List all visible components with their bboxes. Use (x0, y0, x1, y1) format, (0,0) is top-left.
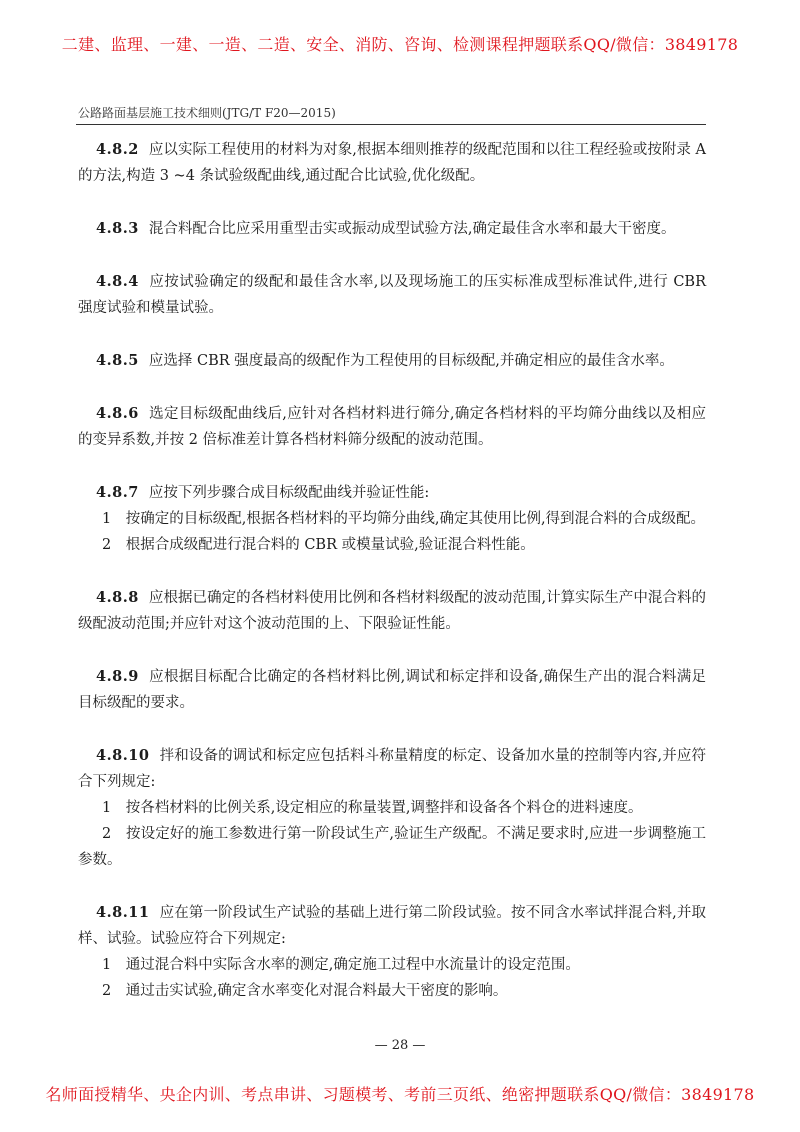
clause-text: 混合料配合比应采用重型击实或振动成型试验方法,确定最佳含水率和最大干密度。 (148, 221, 676, 237)
header-divider (76, 124, 706, 125)
clause-text: 应按下列步骤合成目标级配曲线并验证性能: (148, 485, 430, 501)
clause-number: 4.8.6 (96, 405, 139, 422)
list-item: 2 通过击实试验,确定含水率变化对混合料最大干密度的影响。 (102, 983, 508, 999)
clause-4-8-7 (78, 480, 706, 558)
clause-number: 4.8.2 (96, 141, 139, 158)
list-item: 2 根据合成级配进行混合料的 CBR 或模量试验,验证混合料性能。 (102, 537, 535, 553)
running-head: 公路路面基层施工技术细则(JTG/T F20—2015) (78, 106, 336, 120)
clause-4-8-3 (78, 216, 706, 242)
list-item: 1 按各档材料的比例关系,设定相应的称量装置,调整拌和设备各个料仓的进料速度。 (102, 800, 643, 816)
clause-4-8-2 (78, 137, 706, 189)
clause-number: 4.8.7 (96, 484, 139, 501)
clause-4-8-10 (78, 743, 706, 873)
clause-number: 4.8.3 (96, 220, 139, 237)
page-body (78, 137, 706, 1031)
clause-text: 应根据已确定的各档材料使用比例和各档材料级配的波动范围,计算实际生产中混合料的级配波动范围;并应针对这个波动范围的上、下限验证性能。 (78, 590, 706, 632)
clause-4-8-6 (78, 401, 706, 453)
clause-text: 拌和设备的调试和标定应包括料斗称量精度的标定、设备加水量的控制等内容,并应符合下列规定: (78, 748, 706, 790)
clause-4-8-9 (78, 664, 706, 716)
clause-4-8-8 (78, 585, 706, 637)
list-item: 2 按设定好的施工参数进行第一阶段试生产,验证生产级配。不满足要求时,应进一步调整施工参数。 (78, 826, 706, 868)
page-number: — 28 — (374, 1038, 426, 1053)
clause-text: 选定目标级配曲线后,应针对各档材料进行筛分,确定各档材料的平均筛分曲线以及相应的变异系数,并按 2 倍标准差计算各档材料筛分级配的波动范围。 (78, 406, 706, 448)
clause-text: 应以实际工程使用的材料为对象,根据本细则推荐的级配范围和以往工程经验或按附录 A 的方法,构造 3 ~4 条试验级配曲线,通过配合比试验,优化级配。 (78, 142, 706, 184)
top-ad-banner: 二建、监理、一建、一造、二造、安全、消防、咨询、检测课程押题联系QQ/微信：3849178 (61, 35, 739, 54)
clause-text: 应根据目标配合比确定的各档材料比例,调试和标定拌和设备,确保生产出的混合料满足目标级配的要求。 (78, 669, 706, 711)
clause-text: 应在第一阶段试生产试验的基础上进行第二阶段试验。按不同含水率试拌混合料,并取样、试验。试验应符合下列规定: (78, 905, 706, 947)
clause-number: 4.8.11 (96, 904, 150, 921)
clause-text: 应选择 CBR 强度最高的级配作为工程使用的目标级配,并确定相应的最佳含水率。 (148, 353, 674, 369)
clause-4-8-5 (78, 348, 706, 374)
clause-number: 4.8.4 (96, 273, 139, 290)
clause-number: 4.8.10 (96, 747, 150, 764)
clause-text: 应按试验确定的级配和最佳含水率,以及现场施工的压实标准成型标准试件,进行 CBR 强度试验和模量试验。 (78, 274, 706, 316)
clause-4-8-4 (78, 269, 706, 321)
clause-4-8-11 (78, 900, 706, 1004)
list-item: 1 按确定的目标级配,根据各档材料的平均筛分曲线,确定其使用比例,得到混合料的合成级配。 (102, 511, 706, 527)
list-item: 1 通过混合料中实际含水率的测定,确定施工过程中水流量计的设定范围。 (102, 957, 580, 973)
clause-number: 4.8.9 (96, 668, 139, 685)
clause-number: 4.8.5 (96, 352, 139, 369)
bottom-ad-banner: 名师面授精华、央企内训、考点串讲、习题模考、考前三页纸、绝密押题联系QQ/微信：3849178 (45, 1085, 755, 1104)
clause-number: 4.8.8 (96, 589, 139, 606)
